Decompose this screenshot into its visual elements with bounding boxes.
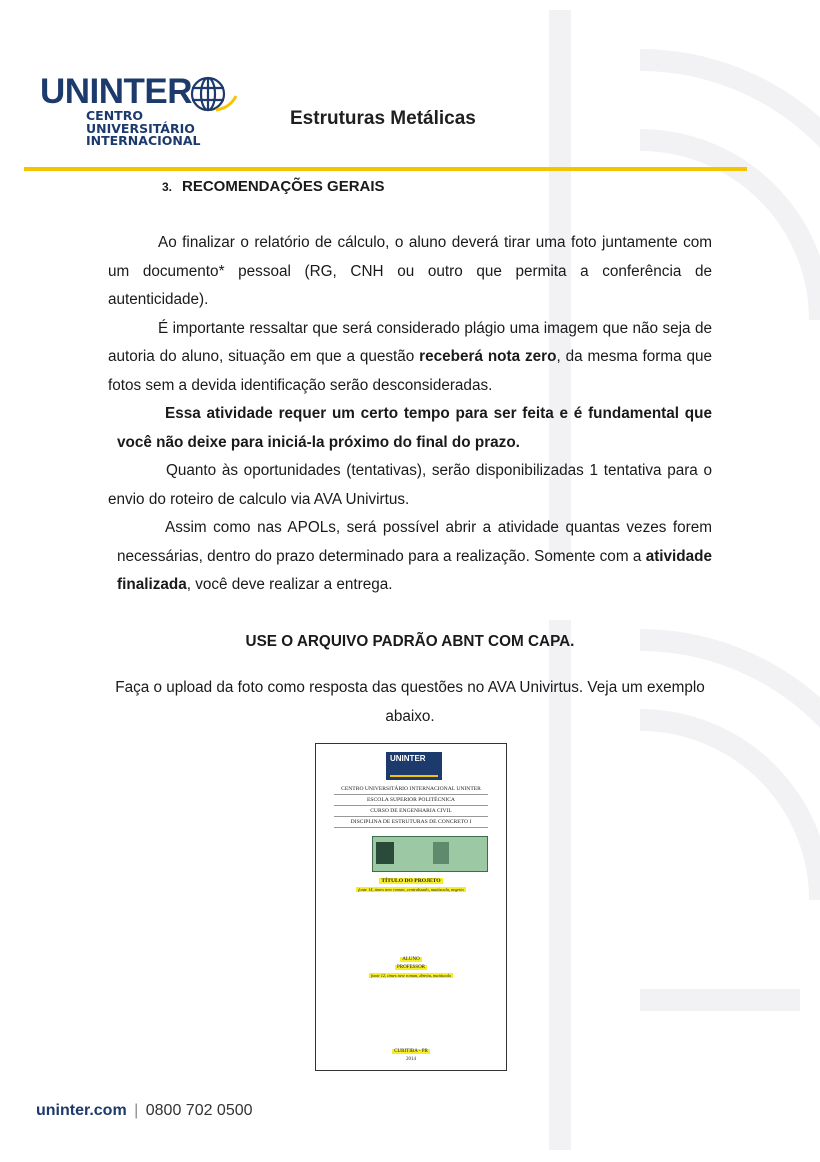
cover-year: 2014 bbox=[406, 1057, 416, 1062]
logo-wordmark: UNINTER bbox=[40, 72, 193, 111]
cover-professor: PROFESSOR bbox=[396, 965, 426, 970]
logo-sub-line: INTERNACIONAL bbox=[86, 133, 201, 148]
upload-instruction: Faça o upload da foto como resposta das questões no AVA Univirtus. Veja um exemplo abaixo. bbox=[115, 679, 705, 725]
footer-phone: 0800 702 0500 bbox=[145, 1102, 253, 1119]
text-span: É importante ressaltar que será considerado plágio uma imagem que não seja de autoria do aluno, situação em que a questão bbox=[108, 319, 712, 365]
abnt-notice: USE O ARQUIVO PADRÃO ABNT COM CAPA. bbox=[245, 632, 575, 650]
cover-names-note: fonte 12, times new roman, direita, maiúsculo bbox=[370, 973, 452, 978]
document-title: Estruturas Metálicas bbox=[290, 108, 476, 129]
globe-icon bbox=[186, 74, 238, 114]
paragraph-time-warning: Essa atividade requer um certo tempo para ser feita e é fundamental que você não deixe para iniciá-la próximo do final do prazo. bbox=[117, 405, 712, 451]
footer-contact bbox=[36, 1102, 253, 1120]
paragraph-plagiarism bbox=[108, 315, 712, 401]
cover-line: CENTRO UNIVERSITÁRIO INTERNACIONAL UNINTER bbox=[334, 784, 488, 795]
example-cover-image bbox=[315, 743, 507, 1071]
logo-sub-line: UNIVERSITÁRIO bbox=[86, 120, 195, 136]
text-span: Assim como nas APOLs, será possível abrir a atividade quantas vezes forem necessárias, dentro do prazo determinado para a realização. Somente com a bbox=[117, 519, 712, 565]
paragraph-report: Ao finalizar o relatório de cálculo, o aluno deverá tirar uma foto juntamente com um documento* pessoal (RG, CNH ou outro que permita a conferência de autenticidade). bbox=[108, 234, 712, 308]
cover-line: CURSO DE ENGENHARIA CIVIL bbox=[334, 806, 488, 817]
cover-project-title: TÍTULO DO PROJETO bbox=[381, 878, 441, 884]
text-emphasis: atividade finalizada bbox=[117, 547, 712, 593]
paragraph-apols bbox=[117, 514, 712, 600]
uninter-logo bbox=[40, 72, 240, 152]
logo-subtitle bbox=[86, 110, 201, 148]
text-span: , você deve realizar a entrega. bbox=[186, 576, 393, 593]
cover-line: DISCIPLINA DE ESTRUTURAS DE CONCRETO I bbox=[334, 817, 488, 828]
document-body bbox=[108, 170, 712, 731]
cover-line: ESCOLA SUPERIOR POLITÉCNICA bbox=[334, 795, 488, 806]
cover-student: ALUNO bbox=[402, 957, 420, 962]
portrait-icon bbox=[376, 842, 394, 864]
text-emphasis: receberá nota zero bbox=[419, 348, 557, 365]
cover-logo bbox=[386, 752, 442, 780]
cover-city: CURITIBA - PR bbox=[394, 1049, 428, 1054]
paragraph-attempts: Quanto às oportunidades (tentativas), serão disponibilizadas 1 tentativa para o envio do roteiro de calculo via AVA Univirtus. bbox=[108, 462, 712, 508]
footer-separator: | bbox=[134, 1102, 139, 1119]
cover-institution-lines bbox=[316, 784, 506, 828]
section-heading bbox=[162, 170, 712, 201]
cover-project-note: fonte 14, times new roman, centralizado, maiúscula, negrito bbox=[358, 887, 464, 892]
footer-site: uninter.com bbox=[36, 1102, 127, 1119]
section-number: 3. bbox=[162, 180, 173, 194]
logo-sub-line: CENTRO bbox=[86, 108, 143, 123]
fingerprint-icon bbox=[433, 842, 449, 864]
text-span: , da mesma forma que fotos sem a devida identificação serão desconsideradas. bbox=[108, 348, 712, 394]
id-document-photo bbox=[372, 836, 488, 872]
section-title: RECOMENDAÇÕES GERAIS bbox=[182, 178, 385, 195]
cover-logo-text: UNINTER bbox=[390, 754, 426, 763]
